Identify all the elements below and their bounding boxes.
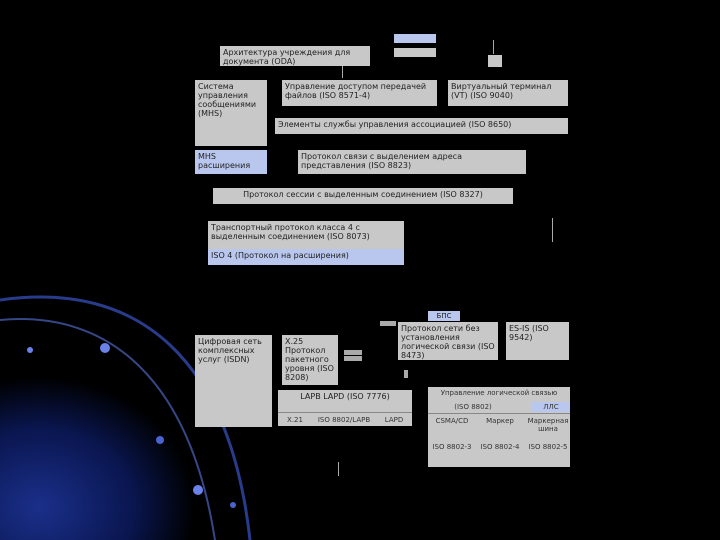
llc-box	[428, 387, 570, 467]
mac-iso: ISO 8802-4	[480, 443, 520, 451]
tag-blue-box: БПС	[428, 311, 460, 321]
session-box: Протокол сессии с выделенным соединением (ISO 8327)	[213, 188, 513, 204]
hdlc-sub: X.21	[287, 416, 303, 424]
hdlc-sub: ISO 8802/LAPB	[317, 416, 371, 424]
mac-iso: ISO 8802-5	[528, 443, 568, 451]
llc-title: Управление логической связью	[440, 389, 558, 397]
mac-iso: ISO 8802-3	[432, 443, 472, 451]
mac-name: CSMA/CD	[435, 417, 469, 425]
arrow-connector	[380, 321, 396, 326]
ftam-box: Управление доступом передачей файлов (ISO 8571-4)	[282, 80, 437, 106]
hdlc-sub: LAPD	[384, 416, 404, 424]
x25-box: X.25 Протокол пакетного уровня (ISO 8208)	[282, 335, 338, 385]
osa-box: Архитектура учреждения для документа (ODA)	[220, 46, 370, 66]
transport-sub-box: ISO 4 (Протокол на расширения)	[208, 249, 404, 265]
clnp-box: Протокол сети без установления логической связи (ISO 8473)	[398, 322, 498, 360]
arrow-connector	[344, 356, 362, 361]
presentation-box: Протокол связи с выделением адреса представления (ISO 8823)	[298, 150, 526, 174]
top-blue-box	[394, 34, 436, 43]
isdn-box: Цифровая сеть комплексных услуг (ISDN)	[195, 335, 272, 427]
eses-box: ES-IS (ISO 9542)	[506, 322, 569, 360]
divider	[278, 412, 412, 413]
hdlc-title: LAPB LAPD (ISO 7776)	[300, 392, 390, 401]
marker-line	[342, 66, 343, 78]
marker-line	[338, 462, 339, 476]
arrow-connector	[404, 370, 408, 378]
acse-box: Элементы службы управления ассоциацией (ISO 8650)	[275, 118, 568, 134]
mac-name: Маркерная шина	[527, 417, 569, 433]
mhs-ext-box: MHS расширения	[195, 150, 267, 174]
marker-line	[552, 218, 553, 242]
top-gray-box	[394, 48, 436, 57]
hdlc-box	[278, 390, 412, 426]
mac-name: Маркер	[486, 417, 514, 425]
llc-blue-tag: ЛЛС	[532, 402, 570, 412]
small-tag-box	[488, 55, 502, 67]
arrow-connector	[344, 350, 362, 355]
transport-box: Транспортный протокол класса 4 с выделенным соединением (ISO 8073)	[208, 221, 404, 249]
divider	[428, 413, 570, 414]
marker-line	[493, 40, 494, 54]
mhs-box: Система управления сообщениями (MHS)	[195, 80, 267, 146]
vt-box: Виртуальный терминал (VT) (ISO 9040)	[448, 80, 568, 106]
llc-iso: (ISO 8802)	[454, 403, 492, 411]
